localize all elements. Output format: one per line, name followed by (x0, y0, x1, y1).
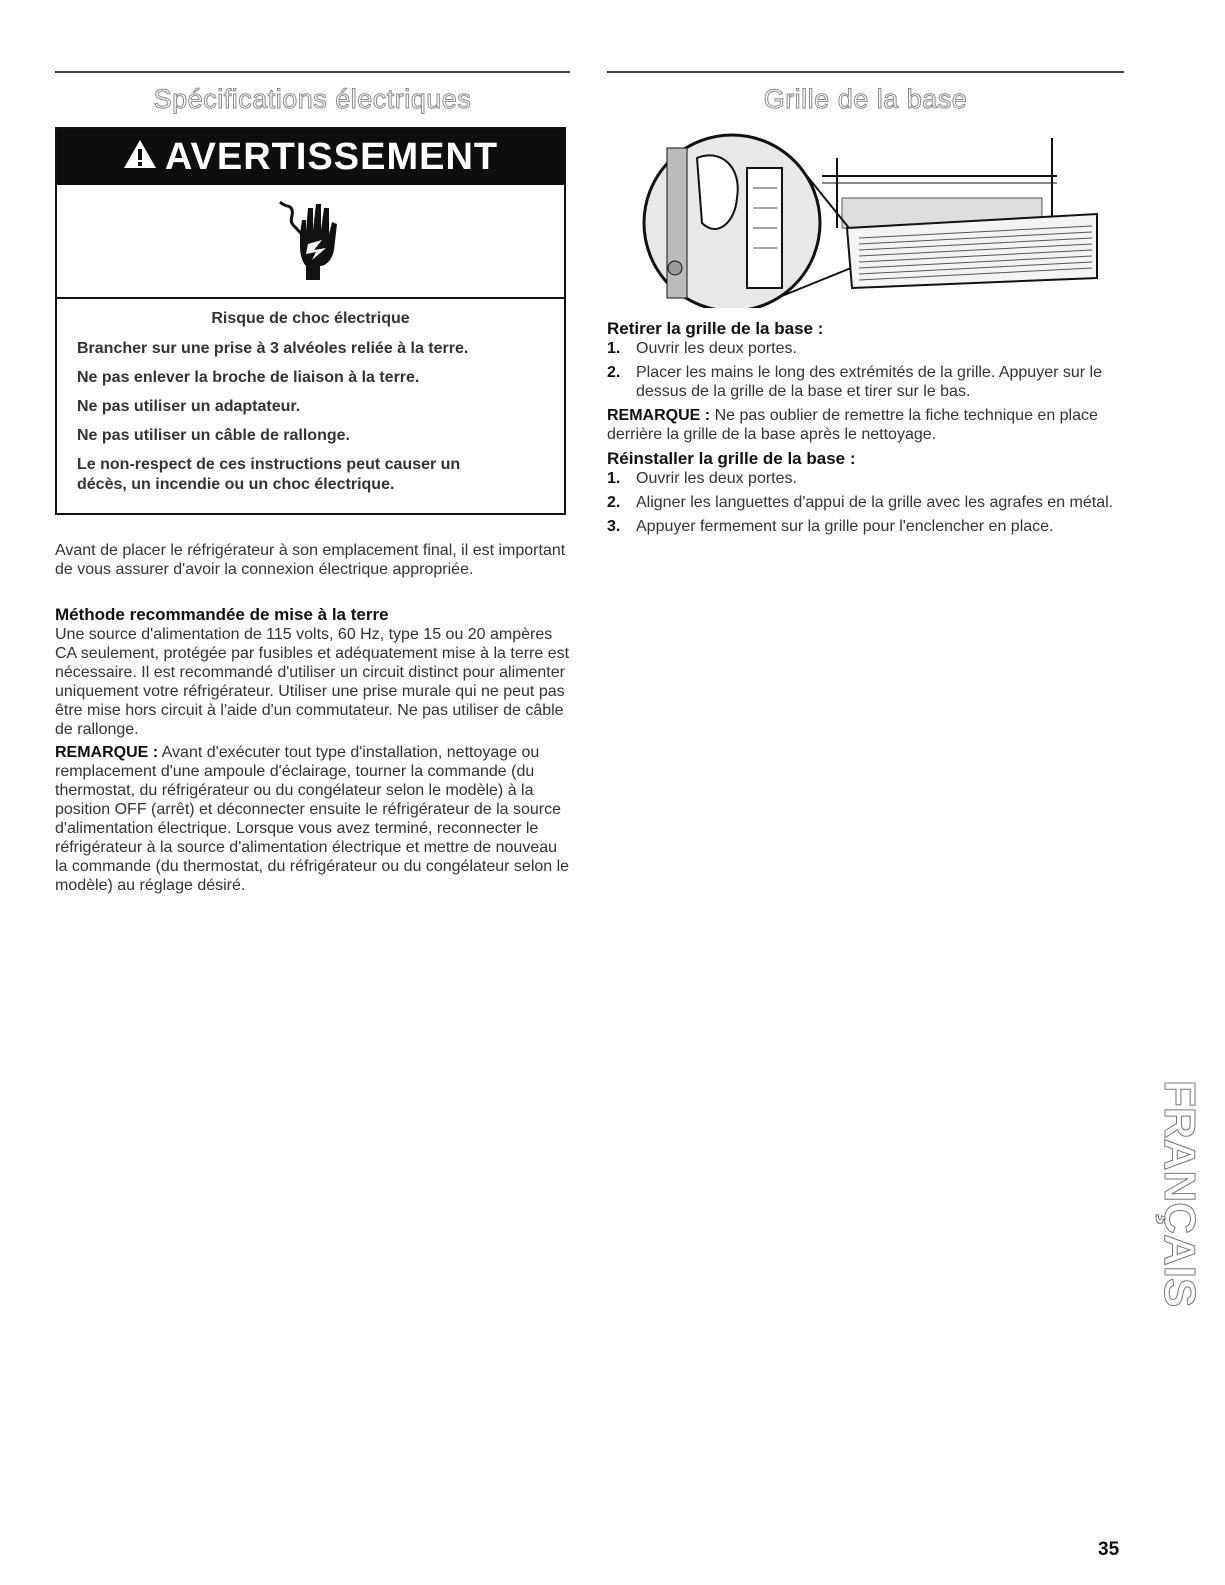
intro-paragraph: Avant de placer le réfrigérateur à son emplacement final, il est important de vous assurer d'avoir la connexion électrique appropriée. (55, 542, 566, 578)
note-label: REMARQUE : (55, 744, 159, 761)
note-text: Avant d'exécuter tout type d'installation, nettoyage ou remplacement d'une ampoule d'éclairage, tourner la commande (du thermostat, du réfrigérateur ou du congélateur selon le modèle) à la position OFF (arrêt) et déconnecter ensuite le réfrigérateur de la source d'alimentation électrique. Lorsque vous avez terminé, reconnecter le réfrigérateur à la source d'alimentation électrique et mettre de nouveau la commande (du thermostat, du réfrigérateur ou du congélateur selon le modèle) au réglage désiré. (55, 744, 570, 894)
remove-steps (607, 339, 1124, 401)
warning-risk-title: Risque de choc électrique (211, 310, 410, 327)
step-number: 3. (607, 518, 621, 535)
reinstall-heading: Réinstaller la grille de la base : (607, 449, 856, 468)
grounding-heading: Méthode recommandée de mise à la terre (55, 605, 389, 624)
warning-triangle-icon (123, 136, 157, 179)
list-item (607, 517, 1124, 536)
section-title-electrical: Spécifications électriques (153, 84, 472, 114)
language-side-tab (1153, 1080, 1203, 1340)
warning-line: Brancher sur une prise à 3 alvéoles reliée à la terre. (77, 340, 469, 357)
grounding-text: Une source d'alimentation de 115 volts, 60 Hz, type 15 ou 20 ampères CA seulement, protégée par fusibles et adéquatement mise à la terre est nécessaire. Il est recommandé d'utiliser un circuit distinct pour alimenter uniquement votre réfrigérateur. Utiliser une prise murale qui ne peut pas être mise hors circuit à l'aide d'un commutateur. Ne pas utiliser de câble de rallonge. (55, 626, 570, 738)
warning-line: Le non-respect de ces instructions peut causer un décès, un incendie ou un choc électrique. (77, 456, 461, 493)
section-title-base-grille: Grille de la base (763, 84, 968, 114)
warning-line: Ne pas utiliser un câble de rallonge. (77, 427, 350, 444)
top-rule (55, 71, 570, 73)
list-item (607, 363, 1124, 401)
grounding-section (55, 604, 570, 895)
step-number: 1. (607, 470, 621, 487)
warning-line: Ne pas enlever la broche de liaison à la terre. (77, 369, 420, 386)
list-item (607, 469, 1124, 488)
note-paragraph (607, 406, 1124, 444)
side-tab-label: FRANÇAIS (1155, 1080, 1203, 1308)
warning-line: Ne pas utiliser un adaptateur. (77, 398, 301, 415)
warning-icon-area (57, 185, 564, 299)
step-text: Ouvrir les deux portes. (636, 470, 797, 487)
step-text: Placer les mains le long des extrémités de la grille. Appuyer sur le dessus de la grille de la base et tirer sur le bas. (636, 364, 1102, 400)
warning-header (57, 129, 564, 185)
step-text: Appuyer fermement sur la grille pour l'enclencher en place. (636, 518, 1054, 535)
warning-box (55, 127, 566, 515)
note-text: Ne pas oublier de remettre la fiche technique en place derrière la grille de la base après le nettoyage. (607, 407, 1098, 443)
reinstall-steps (607, 469, 1124, 536)
step-text: Aligner les languettes d'appui de la grille avec les agrafes en métal. (636, 494, 1114, 511)
note-label: REMARQUE : (607, 407, 711, 424)
list-item (607, 339, 1124, 358)
step-number: 1. (607, 340, 621, 357)
electric-shock-hand-icon (276, 194, 346, 289)
remove-heading: Retirer la grille de la base : (607, 319, 824, 338)
list-item (607, 493, 1124, 512)
page-number: 35 (1098, 1539, 1120, 1560)
step-number: 2. (607, 494, 621, 511)
step-number: 2. (607, 364, 621, 381)
step-text: Ouvrir les deux portes. (636, 340, 797, 357)
top-rule (607, 71, 1124, 73)
note-paragraph (55, 743, 570, 895)
warning-title: AVERTISSEMENT (164, 135, 499, 178)
remove-section (607, 318, 1124, 541)
warning-text (57, 299, 564, 495)
base-grille-illustration (627, 128, 1107, 308)
